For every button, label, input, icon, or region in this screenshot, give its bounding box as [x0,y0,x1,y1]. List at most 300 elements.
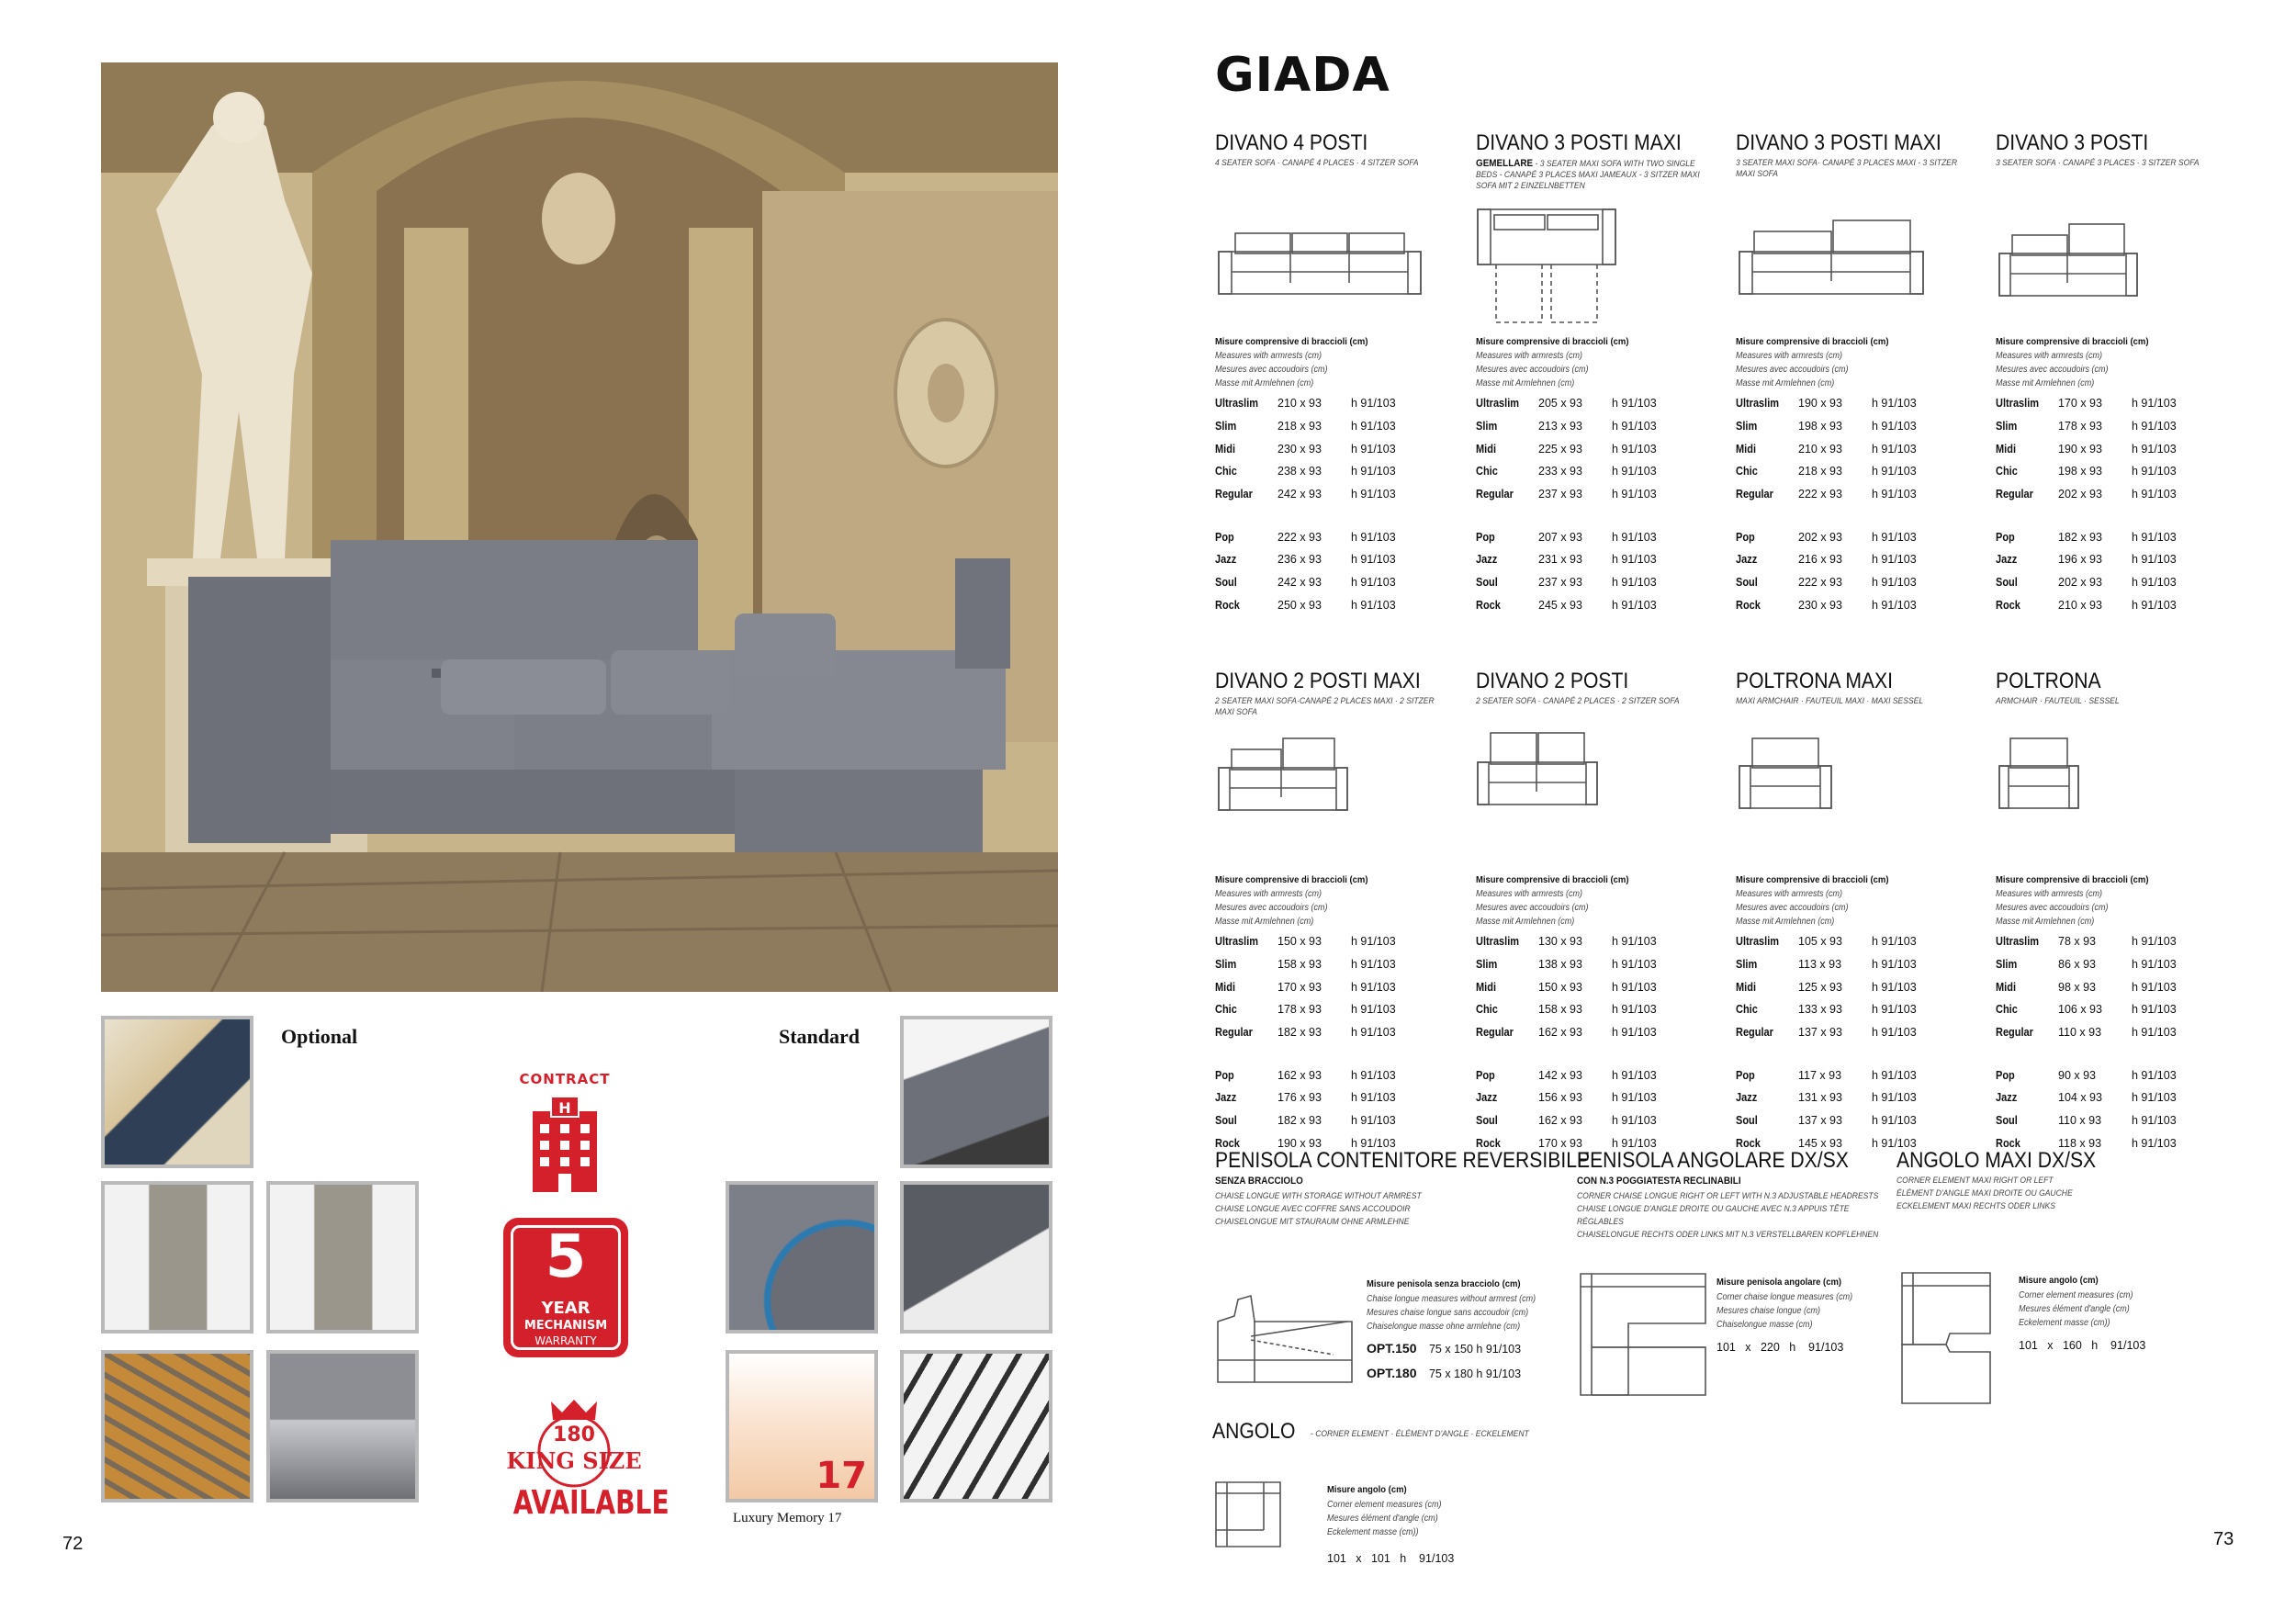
size-dimensions: 210 x 93 [1798,443,1842,456]
size-dimensions: 182 x 93 [1277,1114,1322,1127]
size-height: h 91/103 [2132,1137,2177,1150]
angolare-measure-header: Misure penisola angolare (cm) [1716,1277,1842,1288]
size-row [1215,1091,1463,1106]
size-row [1996,981,2244,996]
size-row [1215,1003,1463,1018]
drawing-3-seater [1998,220,2144,303]
angolo-title: ANGOLO [1212,1419,1296,1444]
size-name: Chic [1996,1003,2018,1016]
size-dimensions: 207 x 93 [1538,531,1582,544]
thumb-storage-box [900,1016,1052,1168]
measure-lang-en: Measures with armrests (cm) [1736,889,1843,899]
angolare-title: PENISOLA ANGOLARE DX/SX [1577,1148,1849,1173]
size-height: h 91/103 [1872,958,1917,971]
size-dimensions: 113 x 93 [1798,958,1842,971]
measure-lang-de: Masse mit Armlehnen (cm) [1215,917,1314,927]
size-dimensions: 202 x 93 [2058,576,2102,589]
size-dimensions: 230 x 93 [1277,443,1322,456]
hotel-building-icon [505,1093,625,1196]
size-name: Jazz [1215,553,1237,566]
thumb-wooden-arm-option [101,1016,253,1168]
measure-lang-de: Masse mit Armlehnen (cm) [1736,378,1835,388]
size-dimensions: 170 x 93 [1277,981,1322,994]
size-row [1736,488,1984,502]
size-dimensions: 105 x 93 [1798,935,1842,948]
size-row [1736,958,1984,973]
king-size-text: KING SIZE [506,1447,642,1474]
size-height: h 91/103 [1612,599,1657,612]
size-table [1736,397,1984,617]
size-dimensions: 145 x 93 [1798,1137,1842,1150]
size-height: h 91/103 [1872,576,1917,589]
contract-badge [505,1071,625,1199]
size-dimensions: 118 x 93 [2058,1137,2102,1150]
product-subtitle-text: 2 SEATER SOFA · CANAPÉ 2 PLACES · 2 SITZER SOFA [1476,696,1680,706]
size-name: Jazz [1476,1091,1498,1104]
size-dimensions: 198 x 93 [2058,465,2102,478]
size-dimensions: 210 x 93 [2058,599,2102,612]
size-dimensions: 242 x 93 [1277,576,1322,589]
product-subtitle [1736,158,1975,180]
drawing-2-seater [1476,726,1604,808]
size-height: h 91/103 [2132,488,2177,501]
size-name: Slim [1215,420,1237,433]
size-height: h 91/103 [1872,1137,1917,1150]
product-card [1736,130,1984,626]
product-card [1476,130,1724,626]
size-name: Ultraslim [1215,397,1259,410]
angolare-measure-de: Chaiselongue masse (cm) [1716,1320,1813,1330]
measure-lang-fr: Mesures avec accoudoirs (cm) [1476,903,1589,913]
measure-lang-en: Measures with armrests (cm) [1215,351,1322,361]
size-name: Slim [1996,958,2018,971]
thumb-backrest-fold [900,1181,1052,1334]
size-row [1996,958,2244,973]
size-dimensions: 130 x 93 [1538,935,1582,948]
size-dimensions: 190 x 93 [2058,443,2102,456]
measure-header: Misure comprensive di braccioli (cm) [1215,874,1368,885]
size-row [1736,420,1984,434]
size-dimensions: 137 x 93 [1798,1026,1842,1039]
size-height: h 91/103 [1872,1091,1917,1104]
size-row [1996,397,2244,411]
size-height: h 91/103 [1612,488,1657,501]
size-height: h 91/103 [1872,935,1917,948]
hero-photo-sofa-in-palace [101,62,1058,992]
size-row [1476,935,1724,950]
size-height: h 91/103 [1351,1137,1396,1150]
size-name: Slim [1996,420,2018,433]
size-height: h 91/103 [1872,1026,1917,1039]
product-subtitle-text: 2 SEATER MAXI SOFA·CANAPÉ 2 PLACES MAXI · 2 SITZER MAXI SOFA [1215,696,1435,717]
size-name: Ultraslim [1996,935,2040,948]
size-name: Regular [1736,1026,1773,1039]
size-name: Midi [1215,443,1235,456]
measure-lang-fr: Mesures avec accoudoirs (cm) [1996,365,2109,375]
drawing-3-seater-maxi-twin [1476,208,1632,327]
product-card [1996,130,2244,626]
size-row [1476,443,1724,457]
penisola-measure-header: Misure penisola senza bracciolo (cm) [1367,1278,1521,1289]
angolo-measure-de: Eckelement masse (cm)) [1327,1527,1419,1537]
size-name: Pop [1215,1069,1234,1082]
drawing-corner-maxi [1898,1269,1999,1407]
size-height: h 91/103 [1612,553,1657,566]
measure-lang-en: Measures with armrests (cm) [1476,889,1583,899]
angolare-bold-sub [1577,1176,1741,1187]
size-name: Pop [1476,1069,1495,1082]
penisola-bold-sub [1215,1176,1303,1187]
size-dimensions: 202 x 93 [1798,531,1842,544]
angolo-measure-header: Misure angolo (cm) [1327,1484,1407,1495]
size-dimensions: 98 x 93 [2058,981,2097,994]
size-height: h 91/103 [2132,420,2177,433]
size-height: h 91/103 [2132,576,2177,589]
drawing-armchair [1998,733,2089,816]
penisola-measure-de: Chaiselongue masse ohne armlehne (cm) [1367,1322,1521,1332]
measure-lang-de: Masse mit Armlehnen (cm) [1996,917,2095,927]
drawing-armchair-maxi [1738,733,1839,816]
size-row [1736,935,1984,950]
size-name: Regular [1476,488,1514,501]
drawing-4-seater [1217,224,1428,298]
size-height: h 91/103 [1872,488,1917,501]
size-dimensions: 90 x 93 [2058,1069,2097,1082]
size-dimensions: 158 x 93 [1277,958,1322,971]
page-number-left: 72 [62,1534,84,1554]
thumb-metal-foot [101,1181,253,1334]
size-row [1215,958,1463,973]
size-row [1996,420,2244,434]
measure-header: Misure comprensive di braccioli (cm) [1996,874,2149,885]
product-subtitle-text: 3 SEATER MAXI SOFA· CANAPÉ 3 PLACES MAXI - 3 SITZER MAXI SOFA [1736,158,1958,179]
size-row [1736,1026,1984,1041]
product-subtitle [1996,158,2235,169]
size-name: Regular [1476,1026,1514,1039]
memory-number: 17 [816,1455,867,1497]
warranty-number: 5 [545,1223,587,1291]
size-name: Pop [1996,531,2015,544]
size-row [1476,1026,1724,1041]
size-height: h 91/103 [2132,1026,2177,1039]
size-height: h 91/103 [1612,1003,1657,1016]
product-title: DIVANO 3 POSTI MAXI [1736,130,1941,155]
size-dimensions: 198 x 93 [1798,420,1842,433]
size-row [1736,599,1984,613]
size-dimensions: 238 x 93 [1277,465,1322,478]
size-name: Ultraslim [1736,935,1780,948]
measure-header: Misure comprensive di braccioli (cm) [1476,874,1629,885]
opt180-label: OPT.180 [1367,1366,1417,1380]
size-name: Soul [1476,1114,1498,1127]
size-name: Chic [1476,465,1498,478]
size-name: Regular [1996,488,2033,501]
angolo-measure-fr: Mesures élément d'angle (cm) [1327,1514,1438,1524]
size-name: Soul [1736,576,1758,589]
measure-header: Misure comprensive di braccioli (cm) [1736,336,1889,347]
size-row [1736,443,1984,457]
available-text: AVAILABLE [512,1484,670,1522]
measure-lang-de: Masse mit Armlehnen (cm) [1476,378,1575,388]
size-dimensions: 170 x 93 [1538,1137,1582,1150]
size-height: h 91/103 [1612,935,1657,948]
angolare-sub-4: CHAISELONGUE RECHTS ODER LINKS MIT N.3 VERSTELLBAREN KOPFLEHNEN [1577,1230,1879,1240]
size-height: h 91/103 [2132,981,2177,994]
size-row [1215,488,1463,502]
angolare-measure-en: Corner chaise longue measures (cm) [1716,1292,1853,1302]
drawing-2-seater-maxi [1217,735,1355,817]
thumb-piping-detail [726,1181,878,1334]
size-name: Chic [1736,465,1758,478]
size-row [1215,935,1463,950]
thumb-black-foot [266,1181,419,1334]
size-height: h 91/103 [1612,1091,1657,1104]
warranty-year: YEAR [541,1299,591,1318]
hero-illustration [101,62,1058,992]
size-row [1996,443,2244,457]
measure-header: Misure comprensive di braccioli (cm) [1215,336,1368,347]
size-row [1215,397,1463,411]
size-row [1996,1114,2244,1129]
size-dimensions: 196 x 93 [2058,553,2102,566]
size-row [1215,531,1463,546]
size-height: h 91/103 [1872,553,1917,566]
size-row [1476,1114,1724,1129]
warranty-word: WARRANTY [535,1334,597,1347]
product-subtitle-text: - 3 SEATER MAXI SOFA WITH TWO SINGLE BEDS - CANAPÉ 3 PLACES MAXI JAMEAUX - 3 SITZER MAXI SOFA MIT 2 EINZELNBETTEN [1476,159,1700,191]
product-title: DIVANO 2 POSTI MAXI [1215,669,1421,693]
size-name: Pop [1736,531,1755,544]
size-height: h 91/103 [1612,420,1657,433]
size-row [1736,531,1984,546]
size-name: Ultraslim [1476,935,1520,948]
measure-lang-fr: Mesures avec accoudoirs (cm) [1476,365,1589,375]
size-row [1996,1091,2244,1106]
size-dimensions: 216 x 93 [1798,553,1842,566]
size-name: Rock [1476,599,1501,612]
size-name: Chic [1215,465,1237,478]
size-height: h 91/103 [2132,465,2177,478]
measure-lang-fr: Mesures avec accoudoirs (cm) [1215,365,1328,375]
size-name: Soul [1996,576,2018,589]
size-dimensions: 225 x 93 [1538,443,1582,456]
size-dimensions: 138 x 93 [1538,958,1582,971]
size-height: h 91/103 [2132,1114,2177,1127]
size-table [1215,397,1463,617]
size-dimensions: 162 x 93 [1538,1026,1582,1039]
size-name: Pop [1215,531,1234,544]
size-name: Midi [1996,443,2016,456]
penisola-opt180 [1367,1366,1521,1380]
size-height: h 91/103 [1872,397,1917,410]
angolo-maxi-measure-fr: Mesures élément d'angle (cm) [2019,1304,2130,1314]
size-name: Jazz [1215,1091,1237,1104]
size-height: h 91/103 [1351,1069,1396,1082]
king-180: 180 [553,1424,595,1446]
size-row [1996,935,2244,950]
angolo-maxi-measure-header: Misure angolo (cm) [2019,1275,2099,1286]
size-height: h 91/103 [2132,599,2177,612]
measure-lang-fr: Mesures avec accoudoirs (cm) [1996,903,2109,913]
size-dimensions: 142 x 93 [1538,1069,1582,1082]
size-height: h 91/103 [1351,935,1396,948]
size-height: h 91/103 [1351,488,1396,501]
size-height: h 91/103 [1872,1114,1917,1127]
size-name: Jazz [1996,553,2018,566]
size-name: Ultraslim [1476,397,1520,410]
penisola-title: PENISOLA CONTENITORE REVERSIBILE [1215,1148,1591,1173]
size-row [1215,1069,1463,1084]
size-row [1996,553,2244,568]
size-dimensions: 178 x 93 [2058,420,2102,433]
size-name: Rock [1215,1137,1240,1150]
size-height: h 91/103 [1872,465,1917,478]
size-row [1476,397,1724,411]
size-name: Midi [1476,981,1496,994]
measure-lang-en: Measures with armrests (cm) [1476,351,1583,361]
size-row [1215,420,1463,434]
size-dimensions: 156 x 93 [1538,1091,1582,1104]
product-subtitle [1215,158,1455,169]
size-row [1476,420,1724,434]
size-name: Jazz [1996,1091,2018,1104]
penisola-sub-1: CHAISE LONGUE WITH STORAGE WITHOUT ARMREST [1215,1191,1422,1201]
size-row [1736,553,1984,568]
product-title: DIVANO 2 POSTI [1476,669,1629,693]
drawing-corner-chaise [1577,1270,1715,1399]
size-name: Chic [1736,1003,1758,1016]
size-name: Midi [1215,981,1235,994]
size-name: Pop [1736,1069,1755,1082]
angolare-sub-1: CORNER CHAISE LONGUE RIGHT OR LEFT WITH N.3 ADJUSTABLE HEADRESTS [1577,1191,1879,1201]
penisola-measure-en: Chaise longue measures without armrest (cm) [1367,1294,1536,1304]
angolo-maxi-sub-3: ECKELEMENT MAXI RECHTS ODER LINKS [1896,1201,2055,1211]
size-dimensions: 190 x 93 [1798,397,1842,410]
size-row [1215,1026,1463,1041]
product-title: DIVANO 3 POSTI MAXI [1476,130,1682,155]
size-row [1996,1069,2244,1084]
size-row [1736,465,1984,479]
size-height: h 91/103 [1612,397,1657,410]
size-name: Midi [1736,443,1756,456]
size-dimensions: 110 x 93 [2058,1114,2102,1127]
size-dimensions: 213 x 93 [1538,420,1582,433]
product-subtitle [1215,696,1455,718]
size-table [1736,935,1984,1155]
size-name: Rock [1476,1137,1501,1150]
size-dimensions: 137 x 93 [1798,1114,1842,1127]
thumb-wooden-slats [101,1350,253,1502]
drawing-3-seater-maxi [1738,215,1930,298]
size-row [1996,488,2244,502]
size-table [1476,397,1724,617]
penisola-opt150 [1367,1341,1521,1356]
size-height: h 91/103 [1351,397,1396,410]
size-name: Midi [1736,981,1756,994]
svg-text:H: H [558,1099,571,1117]
penisola-sub-3: CHAISELONGUE MIT STAURAUM OHNE ARMLEHNE [1215,1217,1410,1227]
size-name: Chic [1996,465,2018,478]
thumb-steel-frame [900,1350,1052,1502]
measure-lang-en: Measures with armrests (cm) [1996,889,2103,899]
size-height: h 91/103 [2132,1003,2177,1016]
size-row [1215,576,1463,591]
size-row [1996,1003,2244,1018]
measure-lang-de: Masse mit Armlehnen (cm) [1476,917,1575,927]
size-dimensions: 202 x 93 [2058,488,2102,501]
size-height: h 91/103 [1351,1114,1396,1127]
size-dimensions: 104 x 93 [2058,1091,2102,1104]
size-dimensions: 150 x 93 [1538,981,1582,994]
size-row [1215,465,1463,479]
size-name: Ultraslim [1215,935,1259,948]
size-name: Rock [1736,1137,1761,1150]
size-table [1996,935,2244,1155]
measure-header: Misure comprensive di braccioli (cm) [1736,874,1889,885]
size-row [1476,1069,1724,1084]
size-name: Midi [1476,443,1496,456]
size-height: h 91/103 [2132,935,2177,948]
product-subtitle [1736,696,1975,707]
angolare-sub-3: RÉGLABLES [1577,1217,1624,1227]
size-row [1736,981,1984,996]
size-dimensions: 236 x 93 [1277,553,1322,566]
product-subtitle [1476,696,1716,707]
size-dimensions: 150 x 93 [1277,935,1322,948]
product-subtitle [1996,696,2235,707]
size-name: Slim [1215,958,1237,971]
angolo-maxi-sub-2: ÉLÉMENT D'ANGLE MAXI DROITE OU GAUCHE [1896,1188,2073,1198]
size-dimensions: 162 x 93 [1277,1069,1322,1082]
size-name: Midi [1996,981,2016,994]
size-name: Soul [1215,576,1237,589]
size-dimensions: 162 x 93 [1538,1114,1582,1127]
angolo-maxi-measure-de: Eckelement masse (cm)) [2019,1318,2110,1328]
size-dimensions: 250 x 93 [1277,599,1322,612]
size-height: h 91/103 [2132,553,2177,566]
size-name: Soul [1736,1114,1758,1127]
size-row [1736,1003,1984,1018]
angolare-value: 101 x 220 h 91/103 [1716,1341,1844,1354]
size-height: h 91/103 [2132,531,2177,544]
size-height: h 91/103 [1351,576,1396,589]
size-name: Ultraslim [1736,397,1780,410]
size-height: h 91/103 [1612,1069,1657,1082]
size-dimensions: 233 x 93 [1538,465,1582,478]
size-row [1476,599,1724,613]
angolo-sub: - CORNER ELEMENT · ÉLÉMENT D'ANGLE · ECKELEMENT [1311,1429,1529,1439]
product-subtitle [1476,158,1716,192]
size-dimensions: 222 x 93 [1277,531,1322,544]
size-height: h 91/103 [1612,465,1657,478]
size-height: h 91/103 [1351,599,1396,612]
size-height: h 91/103 [1351,958,1396,971]
size-name: Jazz [1476,553,1498,566]
size-name: Slim [1736,958,1758,971]
size-height: h 91/103 [1612,576,1657,589]
size-dimensions: 158 x 93 [1538,1003,1582,1016]
size-dimensions: 117 x 93 [1798,1069,1842,1082]
size-row [1996,531,2244,546]
size-dimensions: 170 x 93 [2058,397,2102,410]
size-row [1736,1091,1984,1106]
size-height: h 91/103 [1872,420,1917,433]
size-height: h 91/103 [1351,531,1396,544]
size-row [1476,488,1724,502]
size-dimensions: 205 x 93 [1538,397,1582,410]
size-name: Pop [1476,531,1495,544]
size-name: Slim [1476,958,1498,971]
